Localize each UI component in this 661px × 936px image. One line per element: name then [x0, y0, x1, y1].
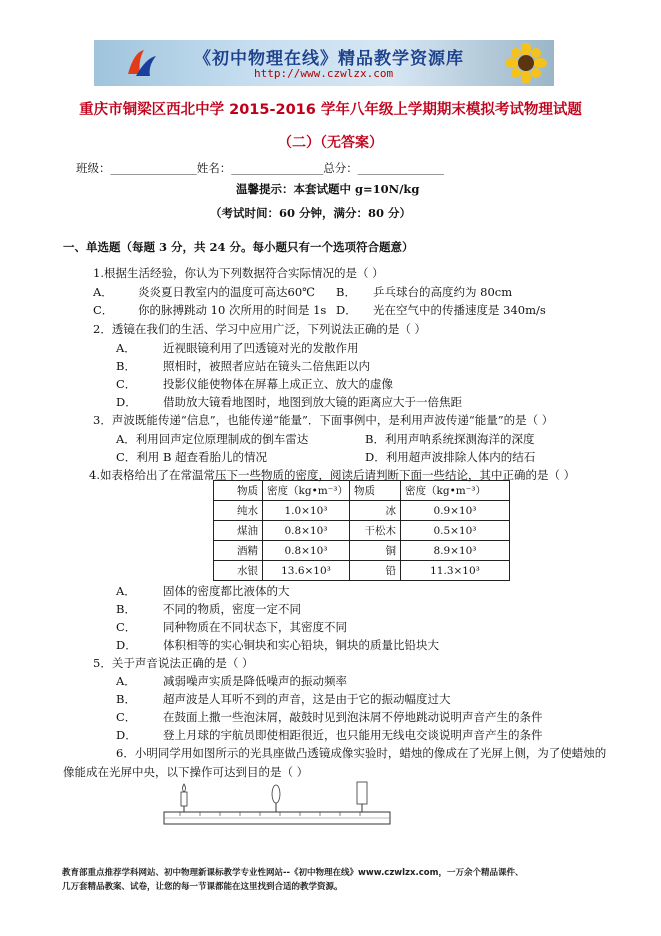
document-title: 重庆市铜梁区西北中学 2015-2016 学年八年级上学期期末模拟考试物理试题: [79, 102, 582, 118]
q5-b-text: 超声波是人耳听不到的声音，这是由于它的振动幅度过大: [163, 692, 451, 706]
q2-stem: 2．透镜在我们的生活、学习中应用广泛，下列说法正确的是（ ）: [93, 322, 426, 336]
table-cell: 煤油: [214, 521, 263, 541]
table-cell: 8.9×10³: [401, 541, 510, 561]
q1-a-text: 炎炎夏日教室内的温度可高达60℃: [138, 285, 315, 299]
table-row: [214, 561, 510, 581]
table-header-cell: 物质: [350, 481, 401, 501]
table-cell: 酒精: [214, 541, 263, 561]
q4-a-text: 固体的密度都比液体的大: [163, 584, 290, 598]
q5-c-text: 在鼓面上撒一些泡沫屑，敲鼓时见到泡沫屑不停地跳动说明声音产生的条件: [163, 710, 543, 724]
q1-d-text: 光在空气中的传播速度是 340m/s: [373, 303, 546, 317]
q3-d-text: D．利用超声波排除人体内的结石: [365, 450, 536, 464]
q2-d-label: D．: [116, 395, 137, 409]
q4-d-label: D．: [116, 638, 137, 652]
q5-a-label: A．: [116, 674, 136, 688]
section-heading: 一、单选题（每题 3 分，共 24 分。每小题只有一个选项符合题意）: [63, 240, 414, 254]
q5-stem: 5．关于声音说法正确的是（ ）: [93, 656, 254, 670]
q4-a-label: A．: [116, 584, 136, 598]
q2-d-text: 借助放大镜看地图时，地图到放大镜的距离应大于一倍焦距: [163, 395, 462, 409]
footer-line2: 几万套精品教案、试卷，让您的每一节课都能在这里找到合适的教学资源。: [62, 882, 343, 892]
table-header-cell: 密度（kg•m⁻³）: [401, 481, 510, 501]
sunflower-icon: [502, 43, 550, 83]
table-row: [214, 541, 510, 561]
banner-url[interactable]: http://www.czwlzx.com: [254, 67, 394, 80]
q5-c-label: C．: [116, 710, 137, 724]
q6-stem-line2: 像能成在光屏中央，以下操作可达到目的是（ ）: [63, 765, 309, 779]
q1-stem: 1.根据生活经验，你认为下列数据符合实际情况的是（ ）: [93, 266, 384, 280]
q4-c-text: 同种物质在不同状态下，其密度不同: [163, 620, 347, 634]
footer-line1: 教育部重点推荐学科网站、初中物理新课标教学专业性网站--《初中物理在线》www.czwlzx.com，一万余个精品课件、: [62, 868, 524, 878]
logo-icon: [124, 46, 158, 80]
table-cell: 0.9×10³: [401, 501, 510, 521]
table-row: [214, 501, 510, 521]
table-cell: 0.5×10³: [401, 521, 510, 541]
q2-c-label: C．: [116, 377, 137, 391]
q3-c-text: C．利用 B 超查看胎儿的情况: [116, 450, 268, 464]
q2-a-label: A．: [116, 341, 136, 355]
tip-line: 温馨提示：本套试题中 g=10N/kg: [236, 182, 420, 196]
table-header-cell: 密度（kg•m⁻³）: [263, 481, 350, 501]
table-cell: 铅: [350, 561, 401, 581]
document-subtitle: （二）（无答案）: [278, 135, 383, 151]
table-cell: 冰: [350, 501, 401, 521]
q3-stem: 3．声波既能传递“信息”，也能传递“能量”．下面事例中，是利用声波传递“能量”的是（ ）: [93, 413, 554, 427]
q2-b-text: 照相时，被照者应站在镜头二倍焦距以内: [163, 359, 370, 373]
table-row: [214, 521, 510, 541]
q4-d-text: 体积相等的实心铜块和实心铅块，铜块的质量比铅块大: [163, 638, 439, 652]
optical-bench-figure: [160, 778, 395, 830]
q2-b-label: B．: [116, 359, 136, 373]
q4-b-text: 不同的物质，密度一定不同: [163, 602, 301, 616]
q1-d-label: D．: [336, 303, 357, 317]
q1-c-text: 你的脉搏跳动 10 次所用的时间是 1s: [138, 303, 327, 317]
table-cell: 纯水: [214, 501, 263, 521]
table-cell: 0.8×10³: [263, 541, 350, 561]
q1-a-label: A．: [93, 285, 113, 299]
table-cell: 1.0×10³: [263, 501, 350, 521]
q3-a-text: A．利用回声定位原理制成的倒车雷达: [116, 432, 309, 446]
q2-a-text: 近视眼镜利用了凹透镜对光的发散作用: [163, 341, 359, 355]
table-cell: 0.8×10³: [263, 521, 350, 541]
table-header-row: [214, 481, 510, 501]
q5-b-label: B．: [116, 692, 136, 706]
table-header-cell: 物质: [214, 481, 263, 501]
table-cell: 水银: [214, 561, 263, 581]
q2-c-text: 投影仪能使物体在屏幕上成正立、放大的虚像: [163, 377, 393, 391]
table-cell: 铜: [350, 541, 401, 561]
table-cell: 11.3×10³: [401, 561, 510, 581]
q5-a-text: 减弱噪声实质是降低噪声的振动频率: [163, 674, 347, 688]
table-cell: 干松木: [350, 521, 401, 541]
q4-c-label: C．: [116, 620, 137, 634]
density-table: [213, 480, 510, 581]
q1-b-text: 乒乓球台的高度约为 80cm: [373, 285, 513, 299]
banner-title: 《初中物理在线》精品教学资源库: [194, 49, 464, 69]
table-cell: 13.6×10³: [263, 561, 350, 581]
q1-b-label: B．: [336, 285, 356, 299]
header-banner: [94, 40, 554, 86]
q6-stem-line1: 6．小明同学用如图所示的光具座做凸透镜成像实验时，蜡烛的像成在了光屏上侧，为了使蜡烛的: [116, 746, 607, 760]
q4-b-label: B．: [116, 602, 136, 616]
time-score-line: （考试时间：60 分钟，满分：80 分）: [210, 206, 412, 220]
q3-b-text: B．利用声呐系统探测海洋的深度: [365, 432, 535, 446]
q5-d-label: D．: [116, 728, 137, 742]
student-info-line: 班级：_______________姓名：________________总分：_______________: [76, 161, 444, 175]
q1-c-label: C．: [93, 303, 114, 317]
q4-stem: 4.如表格给出了在常温常压下一些物质的密度，阅读后请判断下面一些结论，其中正确的是（ ）: [89, 468, 576, 482]
q5-d-text: 登上月球的宇航员即使相距很近，也只能用无线电交谈说明声音产生的条件: [163, 728, 543, 742]
